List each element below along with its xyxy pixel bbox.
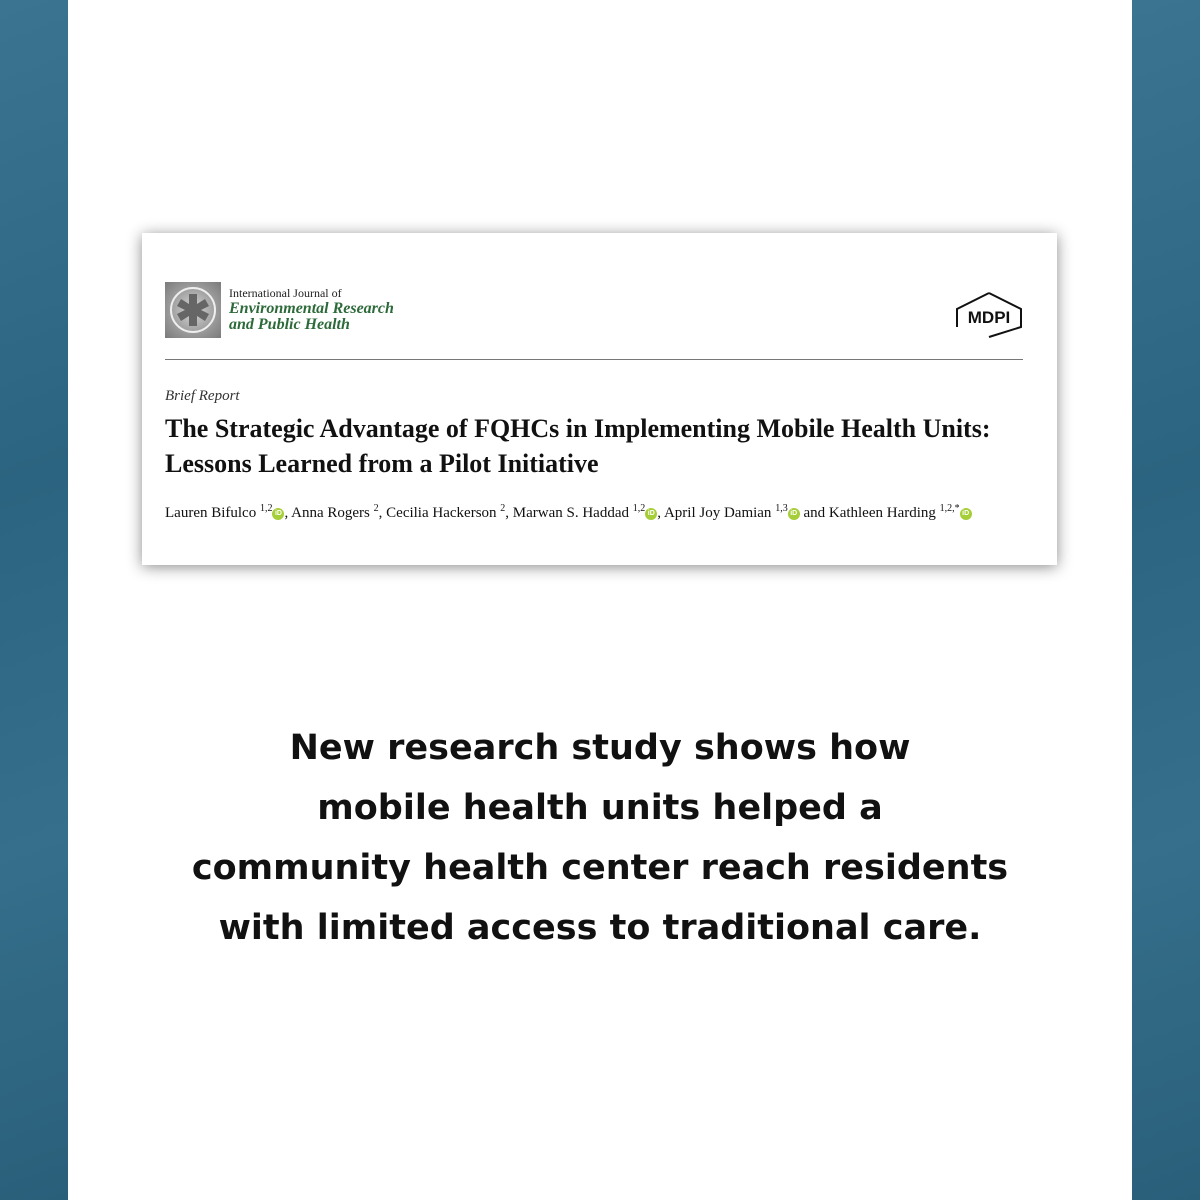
author-name: Anna Rogers: [291, 505, 374, 521]
orcid-icon[interactable]: iD: [645, 508, 657, 520]
author-affiliation: 2: [500, 503, 506, 514]
author-name: April Joy Damian: [663, 505, 776, 521]
right-decorative-band: [1132, 0, 1200, 1200]
author-list: Lauren Bifulco $^{1,2}$ iD , Anna Rogers $^2$, Cecilia Hackerson $^2$, Marwan S. Haddad $^{1,2}$ iD , April Joy Damian $^{1,3}$ iD and Kathleen Harding $^{1,2,*}$ iD: [165, 498, 1025, 524]
mdpi-logo: [953, 291, 1025, 339]
author-affiliation: 2: [373, 503, 379, 514]
article-header-card: [142, 233, 1057, 565]
orcid-icon[interactable]: iD: [788, 508, 800, 520]
journal-name-line1: International Journal of: [229, 286, 342, 300]
author-conjunction: and: [799, 505, 829, 521]
author: [513, 505, 657, 521]
author: [664, 505, 800, 521]
caption-text: [140, 718, 1060, 958]
header-divider: [165, 359, 1023, 360]
left-decorative-band: [0, 0, 68, 1200]
author-name: Marwan S. Haddad: [512, 505, 633, 521]
journal-name-line2: Environmental Research: [229, 300, 394, 317]
author-name: Kathleen Harding: [828, 505, 940, 521]
author: [829, 505, 972, 521]
journal-name: [229, 285, 394, 333]
article-type: Brief Report: [165, 388, 240, 404]
author-affiliation: 1,3: [775, 503, 788, 514]
author-affiliation: 1,2: [632, 503, 646, 514]
author-name: Lauren Bifulco: [165, 505, 260, 521]
author: [386, 505, 505, 521]
author: [291, 505, 379, 521]
journal-name-line3: and Public Health: [229, 316, 350, 333]
journal-logo-icon: [165, 282, 221, 338]
caption-line: New research study shows how: [289, 728, 911, 768]
author-affiliation: 1,2: [259, 503, 273, 514]
caption-line: with limited access to traditional care.: [218, 908, 982, 948]
author-affiliation: 1,2,*: [939, 503, 960, 514]
caption-line: mobile health units helped a: [317, 788, 883, 828]
orcid-icon[interactable]: iD: [960, 508, 972, 520]
article-title: The Strategic Advantage of FQHCs in Implementing Mobile Health Units: Lessons Learned from a Pilot Initiative: [165, 414, 991, 478]
publisher-name: MDPI: [967, 308, 1011, 327]
caption-line: community health center reach residents: [191, 848, 1009, 888]
author-name: Cecilia Hackerson: [386, 505, 501, 521]
orcid-icon[interactable]: iD: [272, 508, 284, 520]
author: [165, 505, 284, 521]
